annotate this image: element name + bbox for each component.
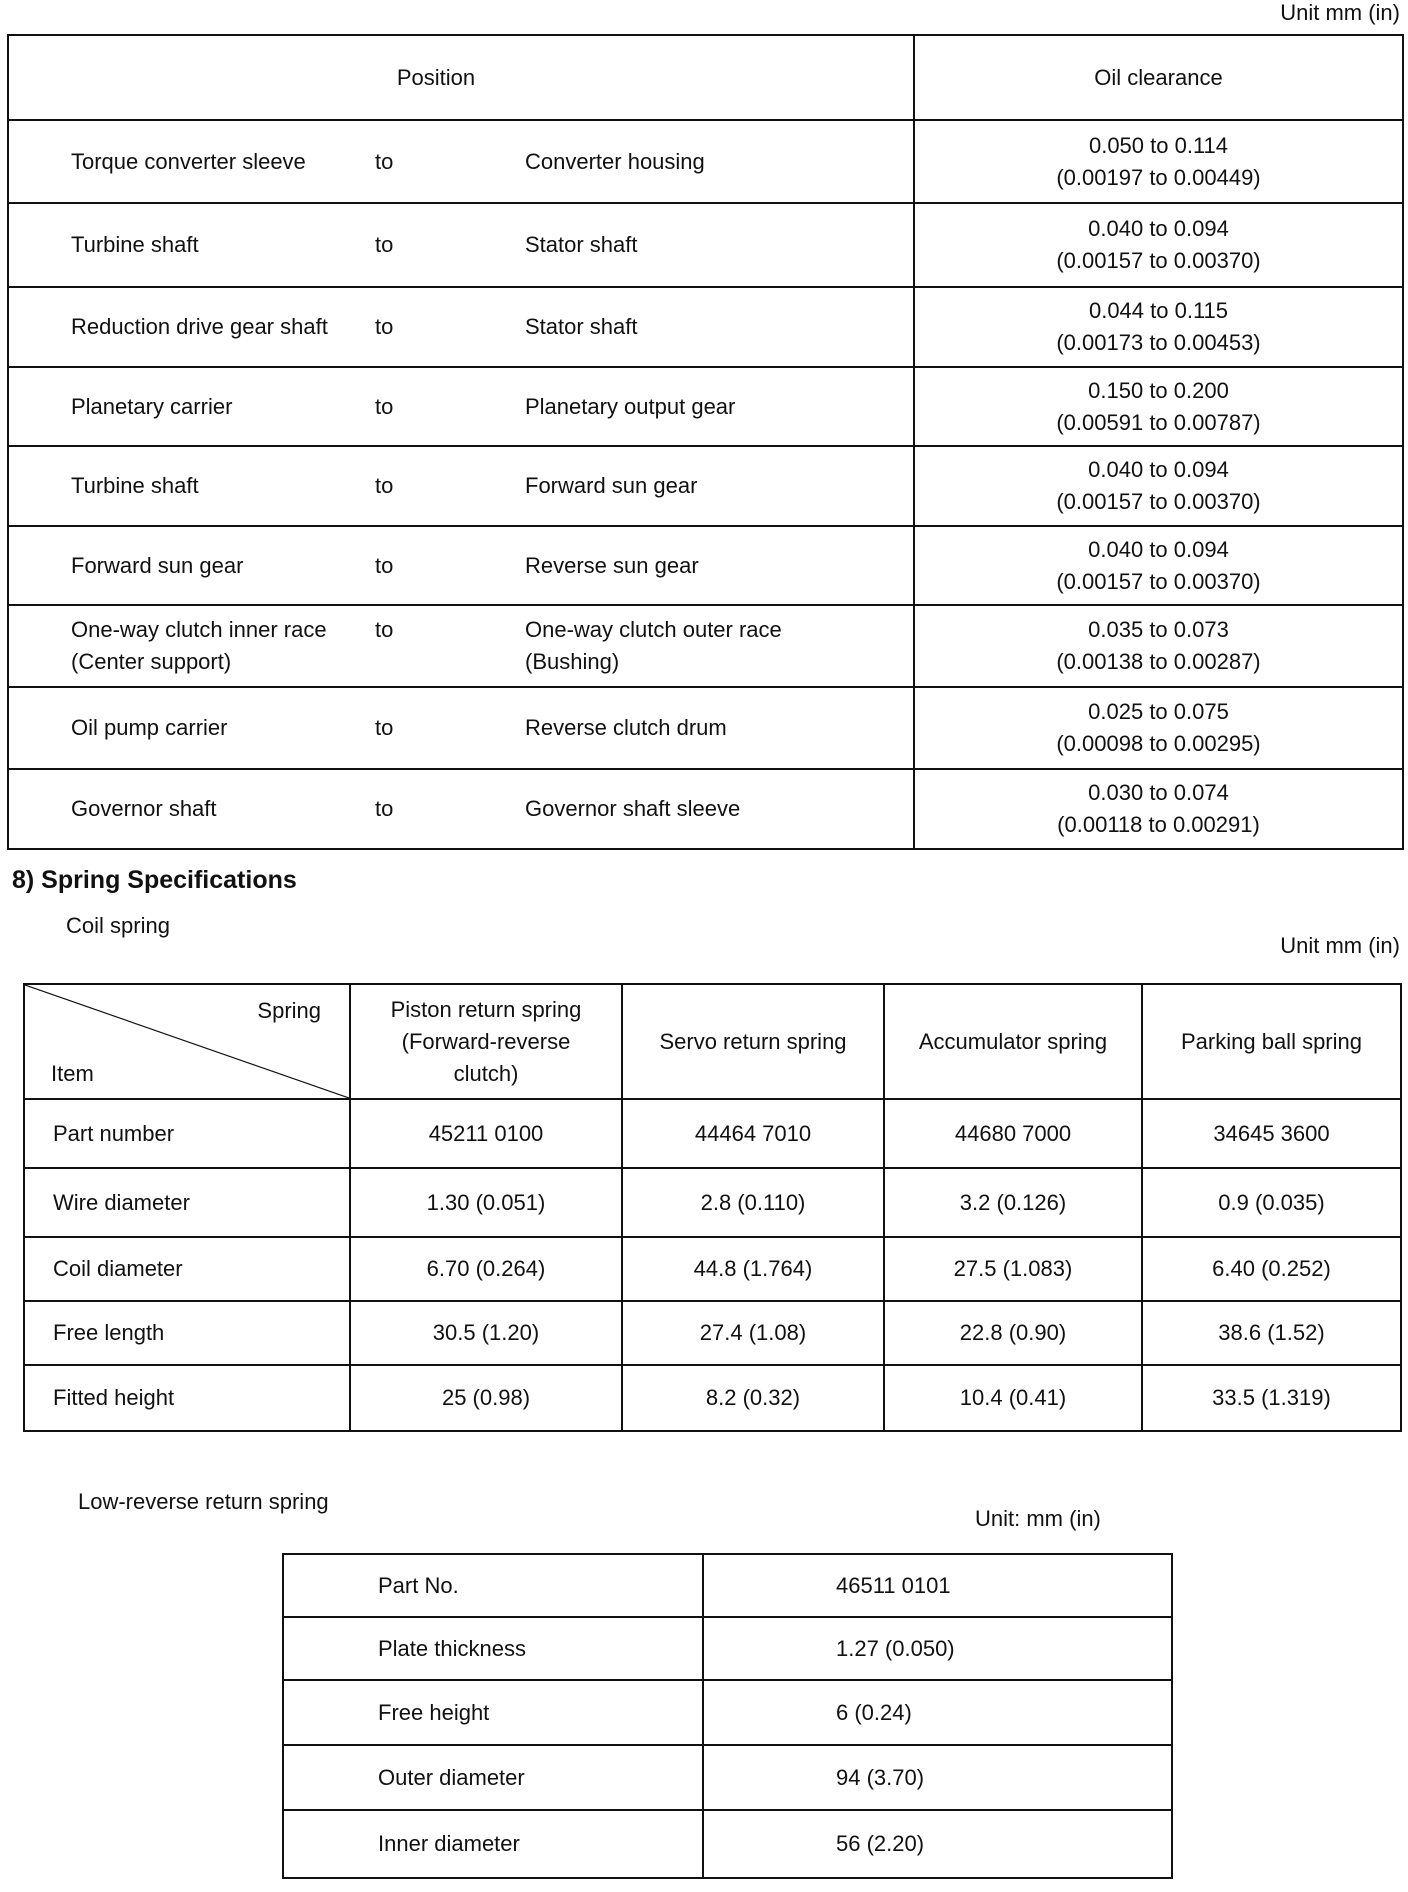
- row-label: Free length: [24, 1301, 350, 1365]
- value-cell: 44464 7010: [622, 1099, 884, 1168]
- row-label: Part No.: [283, 1554, 703, 1617]
- clearance-cell: [914, 526, 1403, 605]
- position-from: One-way clutch inner race: [71, 617, 327, 642]
- position-cell: [8, 120, 914, 203]
- position-to: to: [375, 148, 394, 174]
- table-row: [24, 1365, 1401, 1431]
- table-row: [283, 1554, 1172, 1617]
- clearance-cell: [914, 605, 1403, 687]
- coil-spring-label: Coil spring: [66, 913, 170, 938]
- clearance-cell: [914, 687, 1403, 769]
- value-cell: 0.9 (0.035): [1142, 1168, 1401, 1237]
- row-label: Part number: [24, 1099, 350, 1168]
- low-reverse-unit: Unit: mm (in): [975, 1506, 1101, 1531]
- table-row: [8, 120, 1403, 203]
- value-cell: 38.6 (1.52): [1142, 1301, 1401, 1365]
- position-to: to: [375, 617, 394, 642]
- position-target: Stator shaft: [525, 232, 638, 257]
- clearance-mm: 0.030 to 0.074: [1088, 780, 1229, 805]
- clearance-cell: [914, 203, 1403, 287]
- value-cell: 46511 0101: [703, 1554, 1172, 1617]
- value-cell: 8.2 (0.32): [622, 1365, 884, 1431]
- position-from: Torque converter sleeve: [71, 148, 306, 174]
- value-cell: 25 (0.98): [350, 1365, 622, 1431]
- clearance-in: (0.00197 to 0.00449): [1056, 164, 1261, 190]
- table-row: [24, 1099, 1401, 1168]
- header-line: clutch): [453, 1060, 519, 1086]
- table-row: [283, 1810, 1172, 1878]
- value-cell: 1.30 (0.051): [350, 1168, 622, 1237]
- value-cell: 10.4 (0.41): [884, 1365, 1142, 1431]
- position-cell: [8, 605, 914, 687]
- clearance-mm: 0.025 to 0.075: [1088, 699, 1229, 724]
- header-line: Servo return spring: [659, 1028, 847, 1054]
- table-row: [8, 605, 1403, 687]
- corner-spring-label: Spring: [257, 998, 321, 1023]
- clearance-mm: 0.050 to 0.114: [1088, 132, 1229, 158]
- value-cell: 94 (3.70): [703, 1745, 1172, 1810]
- section-title: [12, 866, 297, 895]
- clearance-in: (0.00118 to 0.00291): [1057, 812, 1260, 837]
- value-cell: 1.27 (0.050): [703, 1617, 1172, 1680]
- clearance-mm: 0.150 to 0.200: [1088, 377, 1229, 403]
- position-cell: [8, 203, 914, 287]
- table-row: [8, 526, 1403, 605]
- coil-spring-table: [23, 983, 1402, 1432]
- row-label: Inner diameter: [283, 1810, 703, 1878]
- corner-item-label: Item: [51, 1061, 94, 1086]
- value-cell: 45211 0100: [350, 1099, 622, 1168]
- position-to: to: [375, 232, 394, 257]
- position-target: Converter housing: [525, 148, 705, 174]
- position-target: Forward sun gear: [525, 473, 698, 498]
- table-row: [8, 367, 1403, 446]
- table-row: [24, 1301, 1401, 1365]
- clearance-in: (0.00157 to 0.00370): [1056, 489, 1261, 514]
- clearance-in: (0.00098 to 0.00295): [1056, 731, 1261, 756]
- oil-clearance-table: [7, 34, 1404, 850]
- row-label: Free height: [283, 1680, 703, 1745]
- clearance-cell: [914, 287, 1403, 367]
- position-to: to: [375, 552, 394, 578]
- row-label: Outer diameter: [283, 1745, 703, 1810]
- table-row: [24, 1237, 1401, 1301]
- spring-column-header: [1142, 984, 1401, 1099]
- position-target: One-way clutch outer race: [525, 617, 782, 642]
- low-reverse-label: Low-reverse return spring: [78, 1489, 329, 1514]
- corner-cell: [24, 984, 350, 1099]
- table-row: [283, 1617, 1172, 1680]
- position-target: Stator shaft: [525, 314, 638, 339]
- header-oil-clearance: Oil clearance: [914, 35, 1403, 120]
- position-from: Planetary carrier: [71, 393, 233, 419]
- position-from-note: (Center support): [71, 649, 232, 674]
- clearance-cell: [914, 367, 1403, 446]
- value-cell: 44.8 (1.764): [622, 1237, 884, 1301]
- value-cell: 27.5 (1.083): [884, 1237, 1142, 1301]
- spring-column-header: [884, 984, 1142, 1099]
- clearance-mm: 0.040 to 0.094: [1088, 536, 1229, 562]
- clearance-in: (0.00173 to 0.00453): [1056, 330, 1261, 355]
- position-from: Turbine shaft: [71, 473, 199, 498]
- spring-column-header: [622, 984, 884, 1099]
- table-row: [8, 446, 1403, 526]
- section-heading: 8) Spring Specifications: [12, 866, 297, 894]
- position-target: Planetary output gear: [525, 393, 736, 419]
- table-row: [8, 203, 1403, 287]
- clearance-mm: 0.044 to 0.115: [1088, 298, 1229, 323]
- table-row: [8, 687, 1403, 769]
- spring-column-header: [350, 984, 622, 1099]
- position-from: Turbine shaft: [71, 232, 199, 257]
- position-to: to: [375, 314, 394, 339]
- clearance-cell: [914, 120, 1403, 203]
- low-reverse-table: [282, 1553, 1173, 1879]
- position-cell: [8, 687, 914, 769]
- value-cell: 22.8 (0.90): [884, 1301, 1142, 1365]
- value-cell: 33.5 (1.319): [1142, 1365, 1401, 1431]
- position-target: Governor shaft sleeve: [525, 796, 741, 821]
- table-row: [8, 287, 1403, 367]
- header-line: Piston return spring: [390, 996, 582, 1022]
- position-target: Reverse sun gear: [525, 552, 699, 578]
- unit-label: Unit mm (in): [1280, 0, 1400, 25]
- row-label: Wire diameter: [24, 1168, 350, 1237]
- row-label: Fitted height: [24, 1365, 350, 1431]
- value-cell: 6.70 (0.264): [350, 1237, 622, 1301]
- value-cell: 34645 3600: [1142, 1099, 1401, 1168]
- clearance-mm: 0.035 to 0.073: [1088, 617, 1229, 642]
- position-cell: [8, 287, 914, 367]
- value-cell: 30.5 (1.20): [350, 1301, 622, 1365]
- header-line: (Forward-reverse: [401, 1028, 571, 1054]
- position-to: to: [375, 393, 394, 419]
- clearance-in: (0.00157 to 0.00370): [1056, 568, 1261, 594]
- table-row: [283, 1680, 1172, 1745]
- coil-unit-label: Unit mm (in): [1280, 933, 1400, 958]
- value-cell: 44680 7000: [884, 1099, 1142, 1168]
- header-line: Accumulator spring: [918, 1028, 1108, 1054]
- position-to: to: [375, 473, 394, 498]
- position-from: Reduction drive gear shaft: [71, 314, 328, 339]
- position-cell: [8, 446, 914, 526]
- position-from: Forward sun gear: [71, 552, 244, 578]
- value-cell: 27.4 (1.08): [622, 1301, 884, 1365]
- value-cell: 6 (0.24): [703, 1680, 1172, 1745]
- position-to: to: [375, 715, 394, 740]
- table-row: [8, 769, 1403, 849]
- header-line: Parking ball spring: [1181, 1028, 1362, 1054]
- value-cell: 3.2 (0.126): [884, 1168, 1142, 1237]
- clearance-mm: 0.040 to 0.094: [1088, 457, 1229, 482]
- clearance-in: (0.00157 to 0.00370): [1056, 248, 1261, 273]
- clearance-cell: [914, 446, 1403, 526]
- position-from: Governor shaft: [71, 796, 217, 821]
- position-target-note: (Bushing): [525, 649, 620, 674]
- table-row: [283, 1745, 1172, 1810]
- position-cell: [8, 769, 914, 849]
- position-target: Reverse clutch drum: [525, 715, 727, 740]
- value-cell: 6.40 (0.252): [1142, 1237, 1401, 1301]
- clearance-cell: [914, 769, 1403, 849]
- position-cell: [8, 526, 914, 605]
- clearance-in: (0.00138 to 0.00287): [1056, 649, 1261, 674]
- row-label: Coil diameter: [24, 1237, 350, 1301]
- table-row: [24, 1168, 1401, 1237]
- header-position: Position: [8, 35, 914, 120]
- row-label: Plate thickness: [283, 1617, 703, 1680]
- position-cell: [8, 367, 914, 446]
- position-to: to: [375, 796, 394, 821]
- value-cell: 2.8 (0.110): [622, 1168, 884, 1237]
- clearance-in: (0.00591 to 0.00787): [1056, 409, 1261, 435]
- position-from: Oil pump carrier: [71, 715, 228, 740]
- value-cell: 56 (2.20): [703, 1810, 1172, 1878]
- clearance-mm: 0.040 to 0.094: [1088, 216, 1229, 241]
